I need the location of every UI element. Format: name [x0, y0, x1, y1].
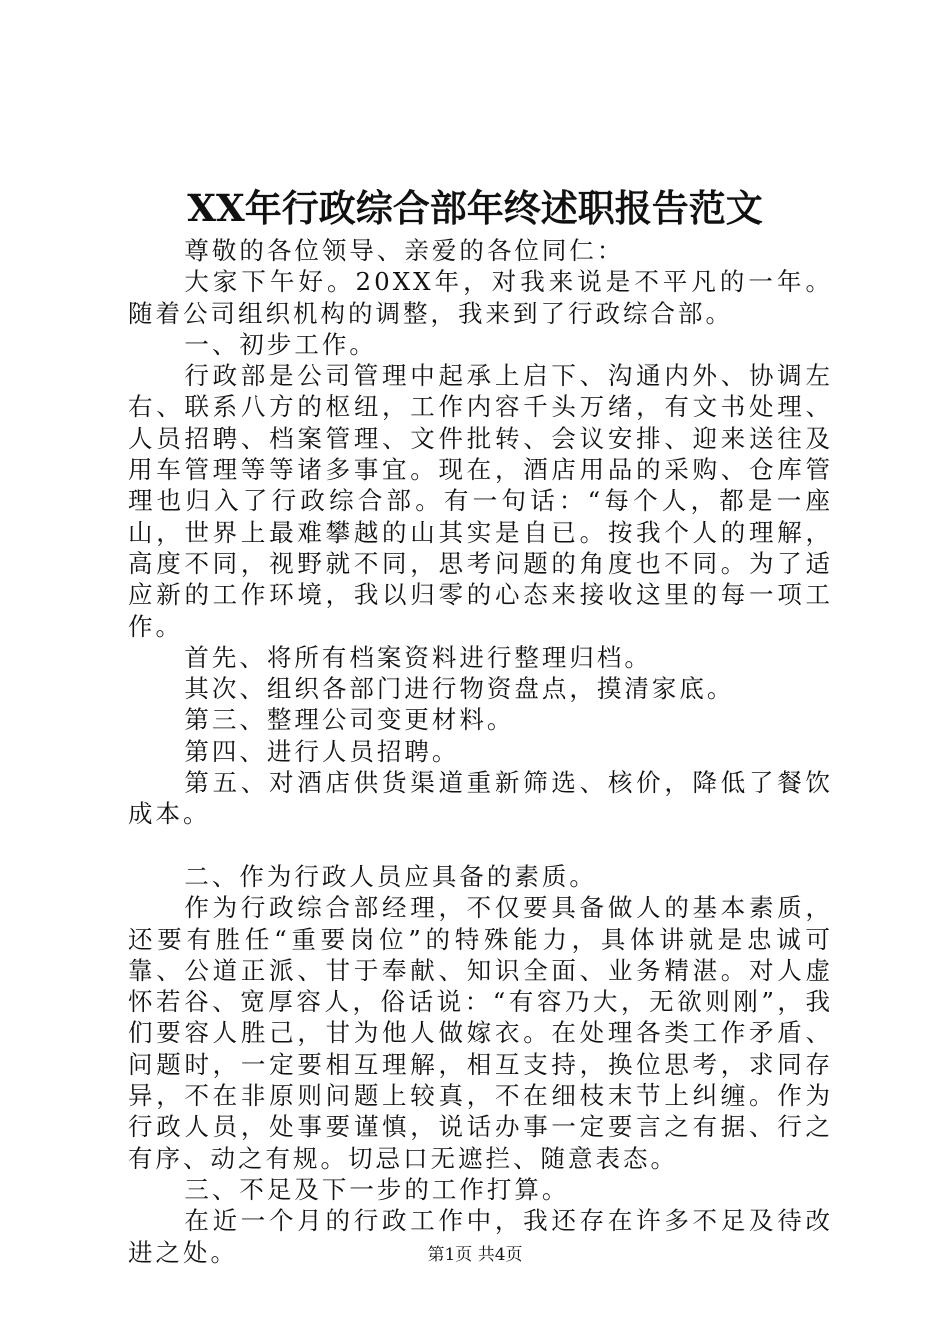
section-heading-1: 一、初步工作。	[184, 329, 377, 359]
document-title: XX年行政综合部年终述职报告范文	[187, 186, 763, 230]
paragraph-qualities: 作为行政综合部经理，不仅要具备做人的基本素质，还要有胜任“重要岗位”的特殊能力，具体讲就是忠诚可靠、公道正派、甘于奉献、知识全面、业务精湛。对人虚怀若谷、宽厚容人，俗话说：“有容乃大，无欲则刚”，我们要容人胜己，甘为他人做嫁衣。在处理各类工作矛盾、问题时，一定要相互理解，相互支持，换位思考，求同存异，不在非原则问题上较真，不在细枝末节上纠缠。作为行政人员，处事要谨慎，说话办事一定要言之有据、行之有序、动之有规。切忌口无遮拦、随意表态。	[128, 893, 833, 1173]
page-number-footer: 第1页 共4页	[427, 1245, 523, 1265]
paragraph-intro: 大家下午好。20XX年，对我来说是不平凡的一年。随着公司组织机构的调整，我来到了行政综合部。	[128, 267, 833, 328]
list-item-fourth: 第四、进行人员招聘。	[184, 736, 460, 766]
blank-line	[128, 830, 833, 861]
paragraph-admin-role: 行政部是公司管理中起承上启下、沟通内外、协调左右、联系八方的枢纽，工作内容千头万绪，有文书处理、人员招聘、档案管理、文件批转、会议安排、迎来送往及用车管理等等诸多事宜。现在，酒店用品的采购、仓库管理也归入了行政综合部。有一句话：“每个人，都是一座山，世界上最难攀越的山其实是自已。按我个人的理解，高度不同，视野就不同，思考问题的角度也不同。为了适应新的工作环境，我以归零的心态来接收这里的每一项工作。	[128, 361, 833, 641]
paragraph-greeting: 尊敬的各位领导、亲爱的各位同仁：	[184, 236, 625, 265]
document-body	[128, 235, 833, 1268]
list-item-second: 其次、组织各部门进行物资盘点，摸清家底。	[184, 674, 735, 704]
paragraph-shortcomings: 在近一个月的行政工作中，我还存在许多不足及待改进之处。	[128, 1206, 833, 1267]
list-item-first: 首先、将所有档案资料进行整理归档。	[184, 642, 652, 672]
list-item-fifth: 第五、对酒店供货渠道重新筛选、核价，降低了餐饮成本。	[128, 768, 833, 829]
section-heading-3: 三、不足及下一步的工作打算。	[184, 1174, 570, 1204]
section-heading-2: 二、作为行政人员应具备的素质。	[184, 861, 597, 891]
list-item-third: 第三、整理公司变更材料。	[184, 705, 515, 735]
